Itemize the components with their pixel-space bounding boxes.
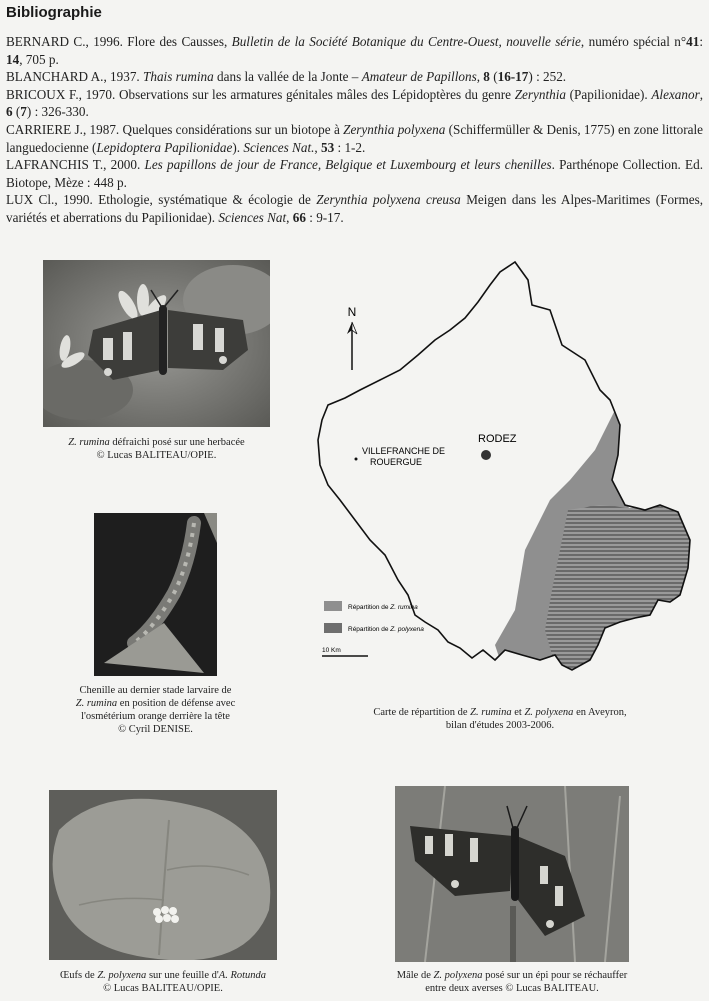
caption-photo2: Chenille au dernier stade larvaire de Z. rumina en position de défense avec l'osmétérium orange derrière la tête © Cyril DENISE. — [75, 685, 236, 735]
caption-photo4: Mâle de Z. polyxena posé sur un épi pour se réchauffer entre deux averses © Lucas BALITEAU. — [396, 970, 628, 994]
distribution-map — [300, 250, 700, 690]
polyxena-range-area — [545, 505, 695, 670]
bib-entry: CARRIERE J., 1987. Quelques considérations sur un biotope à Zerynthia polyxena (Schiffermüller & Denis, 1775) en zone littorale languedocienne (Lepidoptera Papilionidae). Sciences Nat., 53 : 1-2. — [6, 121, 703, 155]
north-arrow — [347, 322, 357, 370]
city-villefranche-line1: VILLEFRANCHE DE — [362, 446, 446, 456]
bib-entry: BLANCHARD A., 1937. Thais rumina dans la vallée de la Jonte – Amateur de Papillons, 8 (16-17) : 252. — [6, 69, 567, 85]
photo-rumina-butterfly — [43, 260, 270, 427]
photo-polyxena-male — [395, 786, 629, 962]
aveyron-map — [300, 250, 700, 690]
bib-entry: LUX Cl., 1990. Ethologie, systématique & écologie de Zerynthia polyxena creusa Meigen dans les Alpes-Maritimes (Formes, variétés et aberrations du Papilionidae). Sciences Nat, 66 : 9-17. — [6, 192, 703, 225]
bib-entry: BERNARD C., 1996. Flore des Causses, Bulletin de la Société Botanique du Centre-Ouest, nouvelle série, numéro spécial n°41: 14, 705 p. — [6, 34, 704, 67]
bib-entry: BRICOUX F., 1970. Observations sur les armatures génitales mâles des Lépidoptères du genre Zerynthia (Papilionidae). Alexanor, 6 (7) : 326-330. — [6, 86, 704, 120]
city-rodez-label: RODEZ — [478, 433, 517, 445]
caption-map: Carte de répartition de Z. rumina et Z. polyxena en Aveyron, bilan d'études 2003-2006. — [373, 707, 627, 731]
caption-photo3: Œufs de Z. polyxena sur une feuille d'A. Rotunda © Lucas BALITEAU/OPIE. — [59, 970, 267, 994]
photo-caterpillar — [94, 513, 217, 676]
legend-swatch-rumina — [324, 601, 342, 611]
eggs-photo-image — [49, 790, 277, 960]
legend-rumina: Répartition de Z. rumina — [348, 604, 418, 611]
photo-eggs — [49, 790, 277, 960]
city-rodez-dot — [481, 450, 491, 460]
male-butterfly-photo-image — [395, 786, 629, 962]
legend-swatch-polyxena — [324, 623, 342, 633]
city-villefranche-line2: ROUERGUE — [370, 457, 423, 467]
bibliography-list — [6, 33, 703, 227]
caterpillar-photo-image — [94, 513, 217, 676]
north-label: N — [347, 305, 357, 319]
bib-entry: LAFRANCHIS T., 2000. Les papillons de jour de France, Belgique et Luxembourg et leurs chenilles. Parthénope Collection. Ed. Biotope, Mèze : 448 p. — [6, 157, 703, 190]
legend-polyxena: Répartition de Z. polyxena — [348, 626, 424, 633]
section-heading: Bibliographie — [6, 4, 102, 21]
butterfly-photo-image — [43, 260, 270, 427]
caption-photo1: Z. rumina défraichi posé sur une herbacée © Lucas BALITEAU/OPIE. — [68, 437, 245, 461]
scale-label: 10 Km — [322, 647, 341, 654]
